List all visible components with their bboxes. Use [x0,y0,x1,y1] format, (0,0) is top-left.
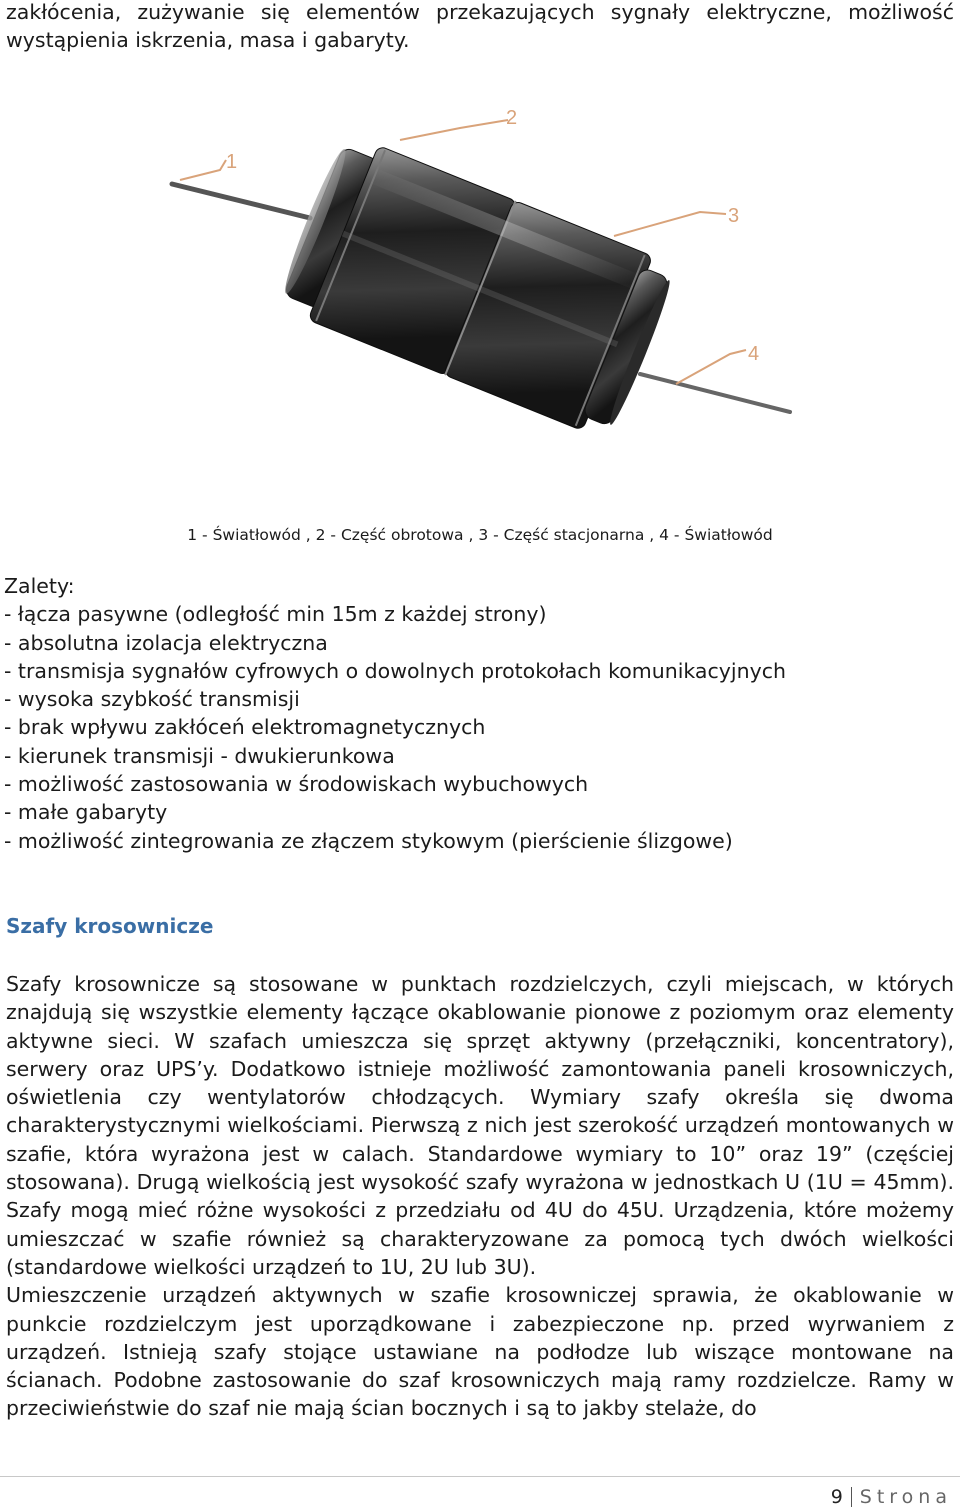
fiber-left [172,184,310,218]
callout-3-leader [614,212,726,236]
paragraph: Szafy krosownicze są stosowane w punktach rozdzielczych, czyli miejscach, w których znajdują się wszystkie elementy łączące okablowanie pionowe z poziomym oraz elementy aktywne sieci. W szafach umieszcza się sprzęt aktywny (przełączniki, koncentratory), serwery oraz UPS’y. Dodatkowo istnieje możliwość zamontowania paneli krosowniczych, oświetlenia czy wentylatorów chłodzących. Wymiary szafy określa się dwoma charakterystycznymi wielkościami. Pierwszą z nich jest szerokość urządzeń montowanych w szafie, która wyrażona jest w calach. Standardowe wymiary to 10” oraz 19” (częściej stosowana). Drugą wielkością jest wysokość szafy wyrażona w jednostkach U (1U = 45mm). Szafy mogą mieć różne wysokości z przedziału od 4U do 45U. Urządzenia, które możemy umieszczać w szafie również są charakteryzowane za pomocą tych dwóch wielkości (standardowe wielkości urządzeń to 1U, 2U lub 3U). [6,972,954,1279]
list-item: - możliwość zastosowania w środowiskach wybuchowych [4,772,589,797]
advantages-list [4,572,954,855]
list-item: - transmisja sygnałów cyfrowych o dowolnych protokołach komunikacyjnych [4,658,786,683]
advantages-title: Zalety: [4,574,75,598]
list-item: - kierunek transmisji - dwukierunkowa [4,743,395,768]
page-footer [831,1484,952,1510]
callout-1-leader [180,160,226,180]
callout-2-leader [400,120,508,140]
section-body [6,970,954,1423]
list-item: - możliwość zintegrowania ze złączem stykowym (pierścienie ślizgowe) [4,828,733,853]
list-item: - wysoka szybkość transmisji [4,687,300,712]
callout-4-leader [676,350,746,384]
fiber-optic-rotary-joint-figure [160,88,800,518]
list-item: - małe gabaryty [4,800,168,825]
intro-text: zakłócenia, zużywanie się elementów przekazujących sygnały elektryczne, możliwość wystąpienia iskrzenia, masa i gabaryty. [6,0,954,52]
callout-3: 3 [728,205,740,227]
fiber-right [640,374,790,412]
section-heading: Szafy krosownicze [6,914,214,938]
list-item: - brak wpływu zakłóceń elektromagnetycznych [4,715,486,740]
callout-4: 4 [748,343,760,365]
footer-separator [851,1487,852,1507]
paragraph: Umieszczenie urządzeń aktywnych w szafie krosowniczej sprawia, że okablowanie w punkcie rozdzielczym jest uporządkowane i zabezpieczone np. przed wyrwaniem z urządzeń. Istnieją szafy stojące ustawiane na podłodze lub wiszące montowane na ścianach. Podobne zastosowanie do szaf krosowniczych mają ramy rozdzielcze. Ramy w przeciwieństwie do szaf nie mają ścian bocznych i są to jakby stelaże, do [6,1283,954,1421]
rotary-joint-drawing [160,88,800,518]
figure-caption: 1 - Światłowód , 2 - Część obrotowa , 3 - Część stacjonarna , 4 - Światłowód [187,526,773,544]
footer-divider [0,1476,960,1477]
rotary-joint-body [273,131,681,442]
list-item: - łącza pasywne (odległość min 15m z każdej strony) [4,602,547,627]
callout-1: 1 [226,151,238,173]
list-item: - absolutna izolacja elektryczna [4,630,328,655]
page-label: Strona [859,1486,952,1508]
callout-2: 2 [506,107,518,129]
page-number: 9 [830,1486,843,1508]
